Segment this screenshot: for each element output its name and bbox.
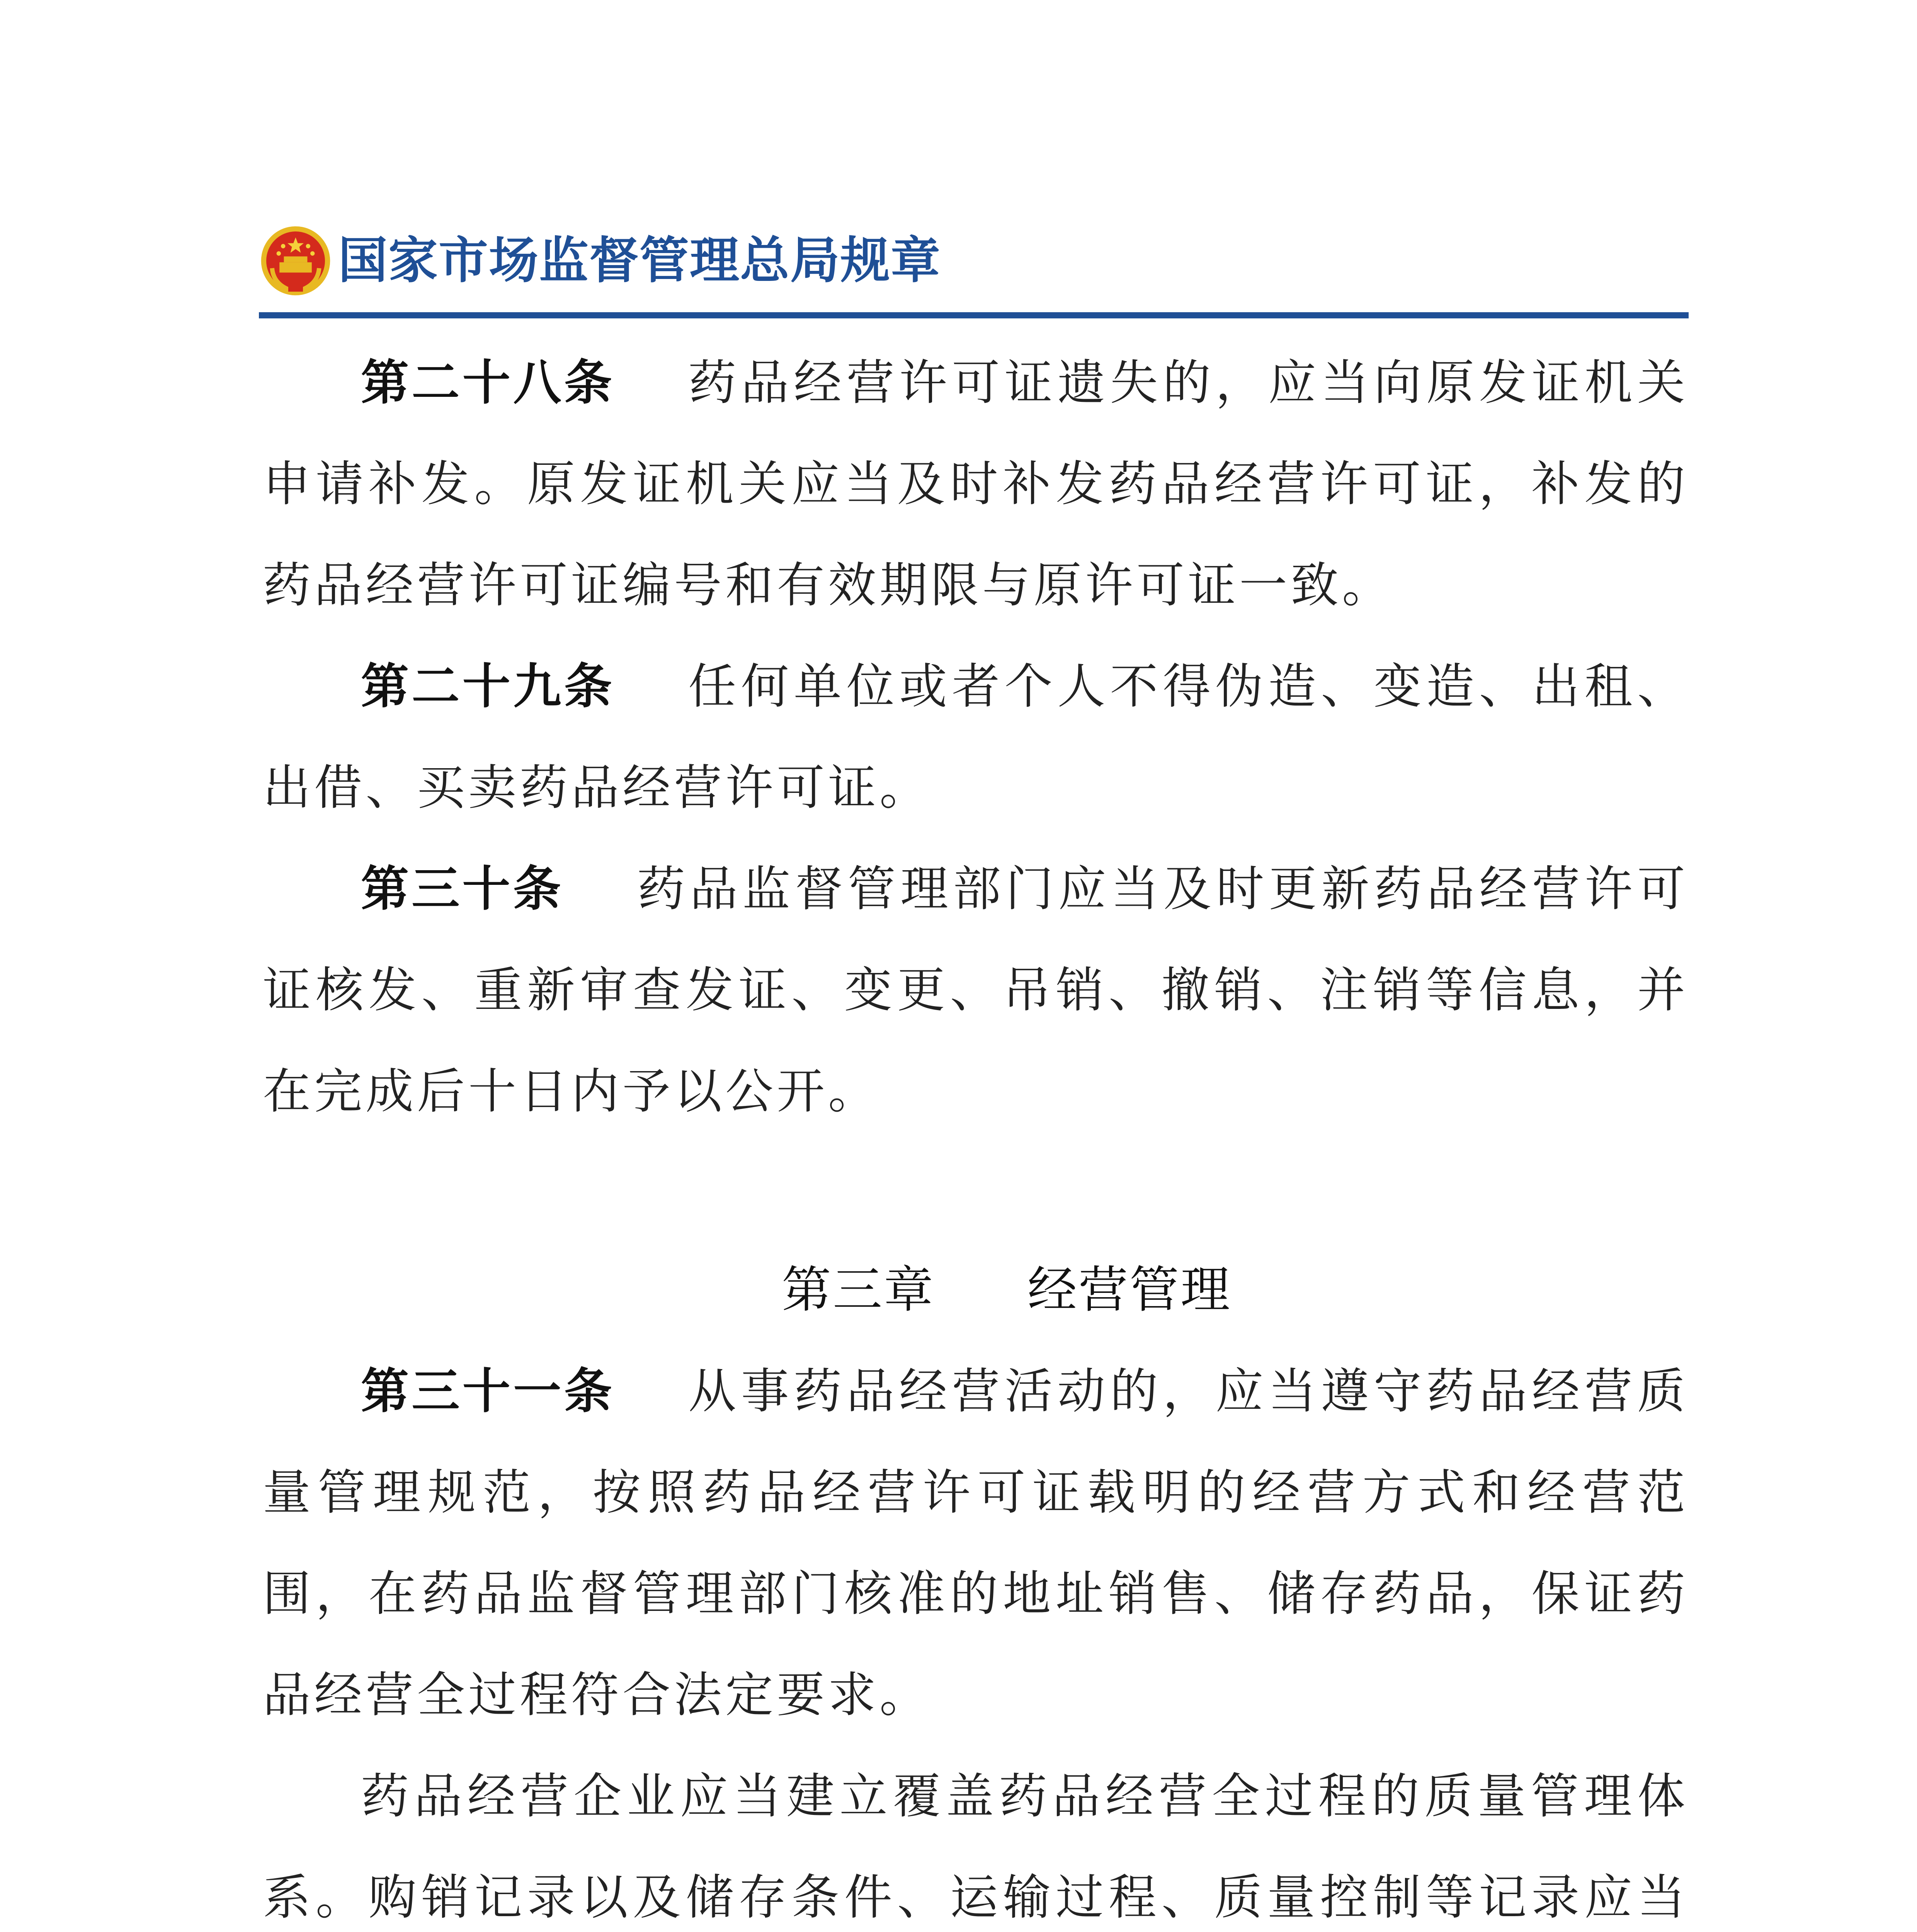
- article-31: [263, 1341, 1689, 1746]
- article-number: 第二十八条: [361, 355, 615, 411]
- article-number: 第三十条: [361, 861, 564, 917]
- article-text: 药品经营企业应当建立覆盖药品经营全过程的质量管理体系。购销记录以及储存条件、运输过程、质量控制等记录应当: [263, 1769, 1689, 1925]
- document-body: [263, 332, 1689, 1932]
- header-title: 国家市场监督管理总局规章: [338, 232, 941, 289]
- header-divider: [259, 312, 1689, 318]
- chapter-heading: [263, 1240, 1689, 1341]
- article-30: [263, 838, 1689, 1142]
- page-header: [259, 216, 1689, 305]
- article-number: 第二十九条: [361, 659, 615, 714]
- chapter-title: 经营管理: [1027, 1261, 1232, 1319]
- article-text: 从事药品经营活动的，应当遵守药品经营质量管理规范，按照药品经营许可证载明的经营方式和经营范围，在药品监督管理部门核准的地址销售、储存药品，保证药品经营全过程符合法定要求。: [263, 1364, 1689, 1723]
- article-29: [263, 636, 1689, 838]
- article-31-paragraph-2: [263, 1746, 1689, 1932]
- article-text: 药品监督管理部门应当及时更新药品经营许可证核发、重新审查发证、变更、吊销、撤销、注销等信息，并在完成后十日内予以公开。: [263, 861, 1689, 1119]
- national-emblem-icon: [259, 224, 332, 298]
- article-28: [263, 332, 1689, 636]
- chapter-number: 第三章: [781, 1261, 935, 1319]
- article-text: 任何单位或者个人不得伪造、变造、出租、出借、买卖药品经营许可证。: [263, 659, 1689, 816]
- article-text: 药品经营许可证遗失的，应当向原发证机关申请补发。原发证机关应当及时补发药品经营许可证，补发的药品经营许可证编号和有效期限与原许可证一致。: [263, 355, 1689, 613]
- article-number: 第三十一条: [361, 1364, 615, 1419]
